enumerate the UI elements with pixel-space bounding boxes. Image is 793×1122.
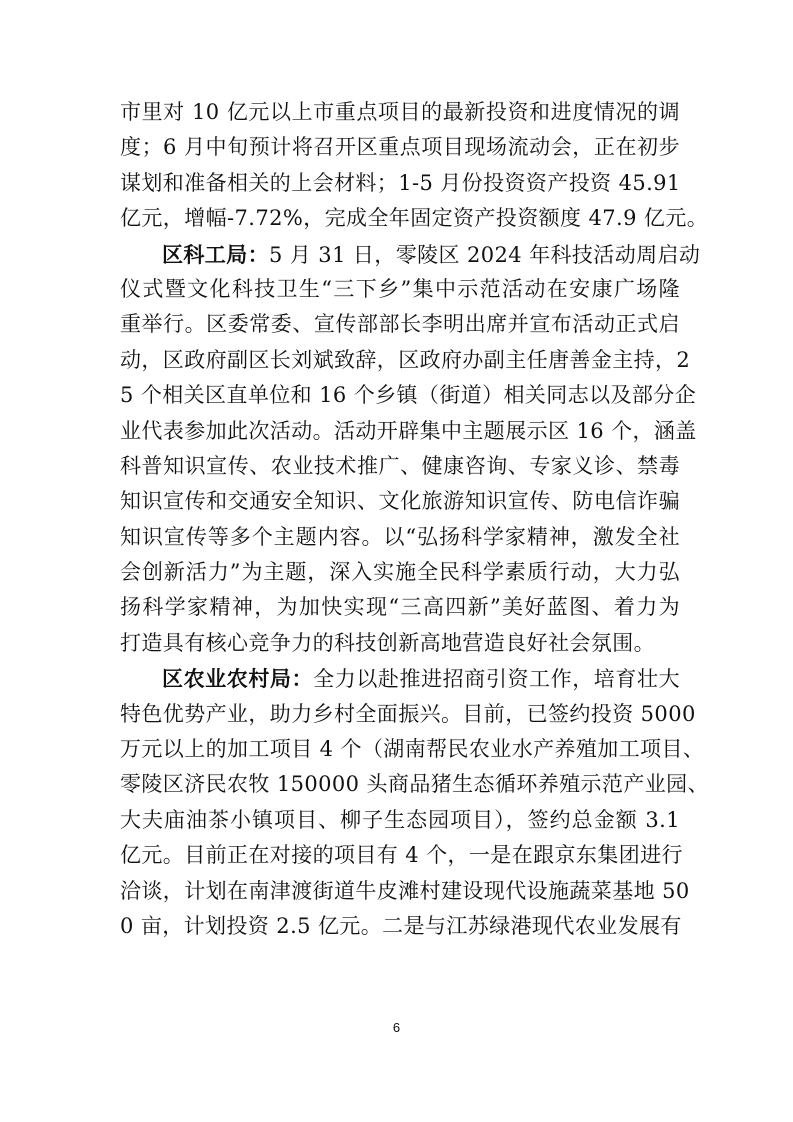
text-line: 扬科学家精神，为加快实现“三高四新”美好蓝图、着力为 (120, 595, 680, 620)
text-line: 科普知识宣传、农业技术推广、健康咨询、专家义诊、禁毒 (120, 453, 680, 478)
text-line: 会创新活力”为主题，深入实施全民科学素质行动，大力弘 (120, 560, 680, 585)
paragraph-investment (120, 95, 709, 237)
line-text: 5 月 31 日，零陵区 2024 年科技活动周启动 (269, 242, 701, 267)
text-line: 谋划和准备相关的上会材料；1-5 月份投资资产投资 45.91 (120, 170, 681, 195)
page-number: 6 (392, 1020, 401, 1035)
text-line: 仪式暨文化科技卫生“三下乡”集中示范活动在安康广场隆 (120, 276, 680, 301)
line-text: 全力以赴推进招商引资工作，培育壮大 (313, 667, 680, 692)
paragraph-science-bureau (120, 237, 701, 662)
text-line: 亿元。目前正在对接的项目有 4 个，一是在跟京东集团进行 (120, 843, 683, 868)
text-line: 度；6 月中旬预计将召开区重点项目现场流动会，正在初步 (120, 135, 680, 160)
text-line: 洽谈，计划在南津渡街道牛皮滩村建设现代设施蔬菜基地 50 (120, 878, 690, 903)
text-line (120, 661, 680, 696)
text-line: 知识宣传和交通安全知识、文化旅游知识宣传、防电信诈骗 (120, 489, 680, 514)
text-line: 特色优势产业，助力乡村全面振兴。目前，已签约投资 5000 (120, 701, 696, 726)
body-text (120, 95, 709, 944)
text-line: 零陵区济民农牧 150000 头商品猪生态循环养殖示范产业园、 (120, 772, 709, 797)
text-line: 市里对 10 亿元以上市重点项目的最新投资和进度情况的调 (120, 100, 680, 124)
text-line: 亿元，增幅-7.72%，完成全年固定资产投资额度 47.9 亿元。 (120, 206, 709, 231)
paragraph-agriculture-bureau (120, 661, 709, 944)
text-line: 大夫庙油茶小镇项目、柳子生态园项目），签约总金额 3.1 (120, 807, 680, 832)
text-line: 知识宣传等多个主题内容。以“弘扬科学家精神，激发全社 (120, 524, 680, 549)
section-heading: 区农业农村局： (162, 666, 314, 692)
text-line: 0 亩，计划投资 2.5 亿元。二是与江苏绿港现代农业发展有 (120, 913, 682, 938)
text-line: 重举行。区委常委、宣传部部长李明出席并宣布活动正式启 (120, 312, 680, 337)
text-line: 5 个相关区直单位和 16 个乡镇（街道）相关同志以及部分企 (120, 383, 697, 408)
text-line (120, 237, 701, 272)
text-line: 万元以上的加工项目 4 个（湖南帮民农业水产养殖加工项目、 (120, 737, 705, 762)
text-line: 业代表参加此次活动。活动开辟集中主题展示区 16 个，涵盖 (120, 418, 697, 443)
text-line: 动，区政府副区长刘斌致辞，区政府办副主任唐善金主持，2 (120, 347, 691, 372)
text-line: 打造具有核心竞争力的科技创新高地营造良好社会氛围。 (120, 630, 655, 655)
section-heading: 区科工局： (162, 241, 269, 267)
